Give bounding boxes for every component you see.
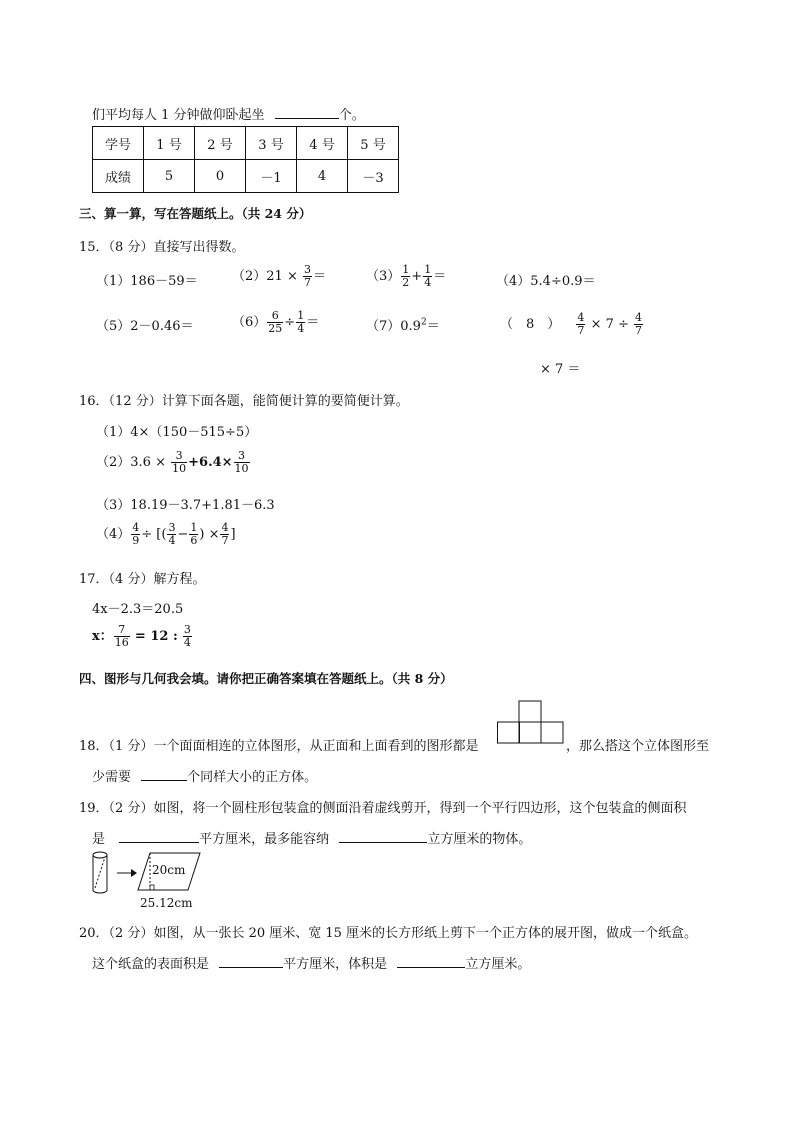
q15-p3-pre: （3）: [366, 269, 401, 284]
q17-equation-2: [92, 624, 193, 649]
q18-line-2: [92, 766, 317, 785]
table-cell: －1: [246, 160, 297, 193]
q17-equation-1: 4x－2.3＝20.5: [92, 602, 184, 617]
q15-problem-7: [366, 315, 440, 334]
q19-line-2-post: 立方厘米的物体。: [427, 832, 532, 847]
q16-problem-4: [96, 522, 236, 547]
q16-p2-mid: +6.4×: [188, 455, 233, 470]
q16-p2-pre: （2）3.6 ×: [96, 455, 166, 470]
table-cell: 学号: [93, 127, 144, 160]
q20-answer-blank-1[interactable]: [219, 955, 283, 968]
table-cell: 3 号: [246, 127, 297, 160]
q16-stem: 16．（12 分）计算下面各题，能简便计算的要简便计算。: [79, 394, 409, 409]
q18-line-1-pre: 18．（1 分）一个面面相连的立体图形，从正面和上面看到的图形都是: [79, 739, 479, 754]
q19-line-2-mid: 平方厘米，最多能容纳: [199, 832, 330, 847]
q18-answer-blank[interactable]: [141, 768, 187, 781]
cube-top: [519, 701, 541, 722]
table-cell: 4: [297, 160, 348, 193]
q19-fig-base-label: 25.12cm: [140, 896, 193, 910]
fraction: $\frac{4}{7}$: [221, 521, 229, 547]
q20-line-2-pre: 这个纸盒的表面积是: [92, 957, 210, 972]
q17-e2-mid: = 12 :: [134, 629, 178, 644]
q15-problem-8: [500, 312, 644, 337]
q15-p2-pre: （2）21 ×: [232, 269, 298, 284]
table-cell: －3: [348, 160, 399, 193]
fraction: $\frac{1}{6}$: [190, 521, 198, 547]
fraction: $\frac{4}{7}$: [577, 311, 585, 337]
q19-answer-blank-1[interactable]: [119, 830, 199, 843]
q15-p6-pre: （6）: [232, 315, 267, 330]
q18-line-1-post: ，那么搭这个立体图形至: [566, 739, 710, 754]
q20-answer-blank-2[interactable]: [397, 955, 465, 968]
q15-p8-pre: （ 8 ）: [500, 317, 561, 332]
q16-p4-mid: ÷ [(: [141, 527, 167, 542]
fraction: $\frac{3}{10}$: [234, 449, 249, 475]
q14-tail-unit: 个。: [338, 108, 365, 123]
table-cell: 1 号: [144, 127, 195, 160]
q20-line-2-post: 立方厘米。: [465, 957, 531, 972]
table-row: [93, 160, 399, 193]
q15-problem-6: [232, 310, 319, 335]
cylinder-unfold-figure: [88, 850, 208, 900]
q16-p4-mid2: ) ×: [199, 527, 220, 542]
fraction: $\frac{3}{7}$: [303, 263, 311, 289]
fraction: $\frac{1}{2}$: [402, 263, 410, 289]
arrow-head: [131, 869, 137, 877]
q16-p4-end: ]: [230, 527, 236, 542]
cylinder-bottom: [93, 890, 107, 893]
q15-p7-base: （7）0.9: [366, 319, 421, 334]
q20-line-1: 20．（2 分）如图，从一张长 20 厘米、宽 15 厘米的长方形纸上剪下一个正方体的展开图，做成一个纸盒。: [79, 926, 698, 941]
table-cell: 5 号: [348, 127, 399, 160]
q14-tail-text: 们平均每人 1 分钟做仰卧起坐: [92, 108, 265, 123]
right-angle-mark: [150, 885, 154, 890]
q15-problem-2: [232, 264, 326, 289]
q15-p6-op: ÷: [284, 315, 296, 330]
q15-p7-post: ＝: [426, 319, 440, 334]
table-cell: 0: [195, 160, 246, 193]
table-cell: 2 号: [195, 127, 246, 160]
q15-problem-4: （4）5.4÷0.9＝: [496, 274, 596, 289]
q18-line-2-pre: 少需要: [92, 770, 132, 785]
q15-problem-5: （5）2－0.46＝: [96, 319, 194, 334]
q15-stem: 15．（8 分）直接写出得数。: [79, 240, 245, 255]
q18-line-2-post: 个同样大小的正方体。: [187, 770, 318, 785]
q17-stem: 17．（4 分）解方程。: [79, 572, 206, 587]
fraction: $\frac{7}{16}$: [114, 623, 129, 649]
q19-line-2-pre: 是: [92, 832, 106, 847]
cube-bottom-middle: [519, 722, 541, 743]
table-row: [93, 127, 399, 160]
q20-line-2: [92, 953, 530, 972]
q15-p7-exp: 2: [420, 317, 427, 328]
table-cell: 4 号: [297, 127, 348, 160]
fraction: $\frac{1}{4}$: [424, 263, 432, 289]
q16-p4-minus: −: [177, 527, 189, 542]
q19-line-1: 19．（2 分）如图，将一个圆柱形包装盒的侧面沿着虚线剪开，得到一个平行四边形，这个包装盒的侧面积: [79, 801, 687, 816]
q14-answer-blank[interactable]: [275, 106, 339, 119]
q17-e2-pre: x：: [92, 629, 113, 644]
fraction: $\frac{3}{10}$: [172, 449, 187, 475]
cube-bottom-right: [541, 722, 563, 743]
fraction: $\frac{4}{7}$: [635, 311, 643, 337]
fraction: $\frac{6}{25}$: [268, 309, 283, 335]
table-cell: 5: [144, 160, 195, 193]
q15-p6-post: ＝: [306, 315, 320, 330]
q15-problem-1: （1）186－59＝: [96, 274, 198, 289]
fraction: $\frac{3}{4}$: [168, 521, 176, 547]
fraction: $\frac{1}{4}$: [297, 309, 305, 335]
q16-problem-2: [96, 450, 251, 475]
q20-line-2-mid: 平方厘米，体积是: [283, 957, 388, 972]
q16-p4-pre: （4）: [96, 527, 131, 542]
q15-problem-8-cont: × 7 ＝: [540, 362, 581, 377]
q15-p2-post: ＝: [312, 269, 326, 284]
section-4-title: 四、图形与几何我会填。请你把正确答案填在答题纸上。（共 8 分）: [79, 671, 453, 686]
q15-p3-op: +: [411, 269, 423, 284]
cube-view-figure: [497, 700, 565, 744]
q15-p3-post: ＝: [433, 269, 447, 284]
cylinder-cut-line: [95, 857, 105, 888]
table-cell: 成绩: [93, 160, 144, 193]
score-table: [92, 126, 399, 193]
q19-fig-height-label: 20cm: [152, 863, 186, 877]
q19-line-2: [92, 828, 531, 847]
q16-problem-1: （1）4×（150－515÷5）: [96, 425, 258, 440]
fraction: $\frac{3}{4}$: [183, 623, 191, 649]
q15-p8-mid: × 7 ÷: [590, 317, 629, 332]
q14-tail: [92, 104, 365, 123]
q15-problem-3: [366, 264, 446, 289]
fraction: $\frac{4}{9}$: [132, 521, 140, 547]
q16-problem-3: （3）18.19－3.7+1.81－6.3: [96, 498, 275, 513]
section-3-title: 三、算一算，写在答题纸上。（共 24 分）: [79, 206, 312, 221]
q19-answer-blank-2[interactable]: [339, 830, 427, 843]
cube-bottom-left: [498, 722, 520, 743]
